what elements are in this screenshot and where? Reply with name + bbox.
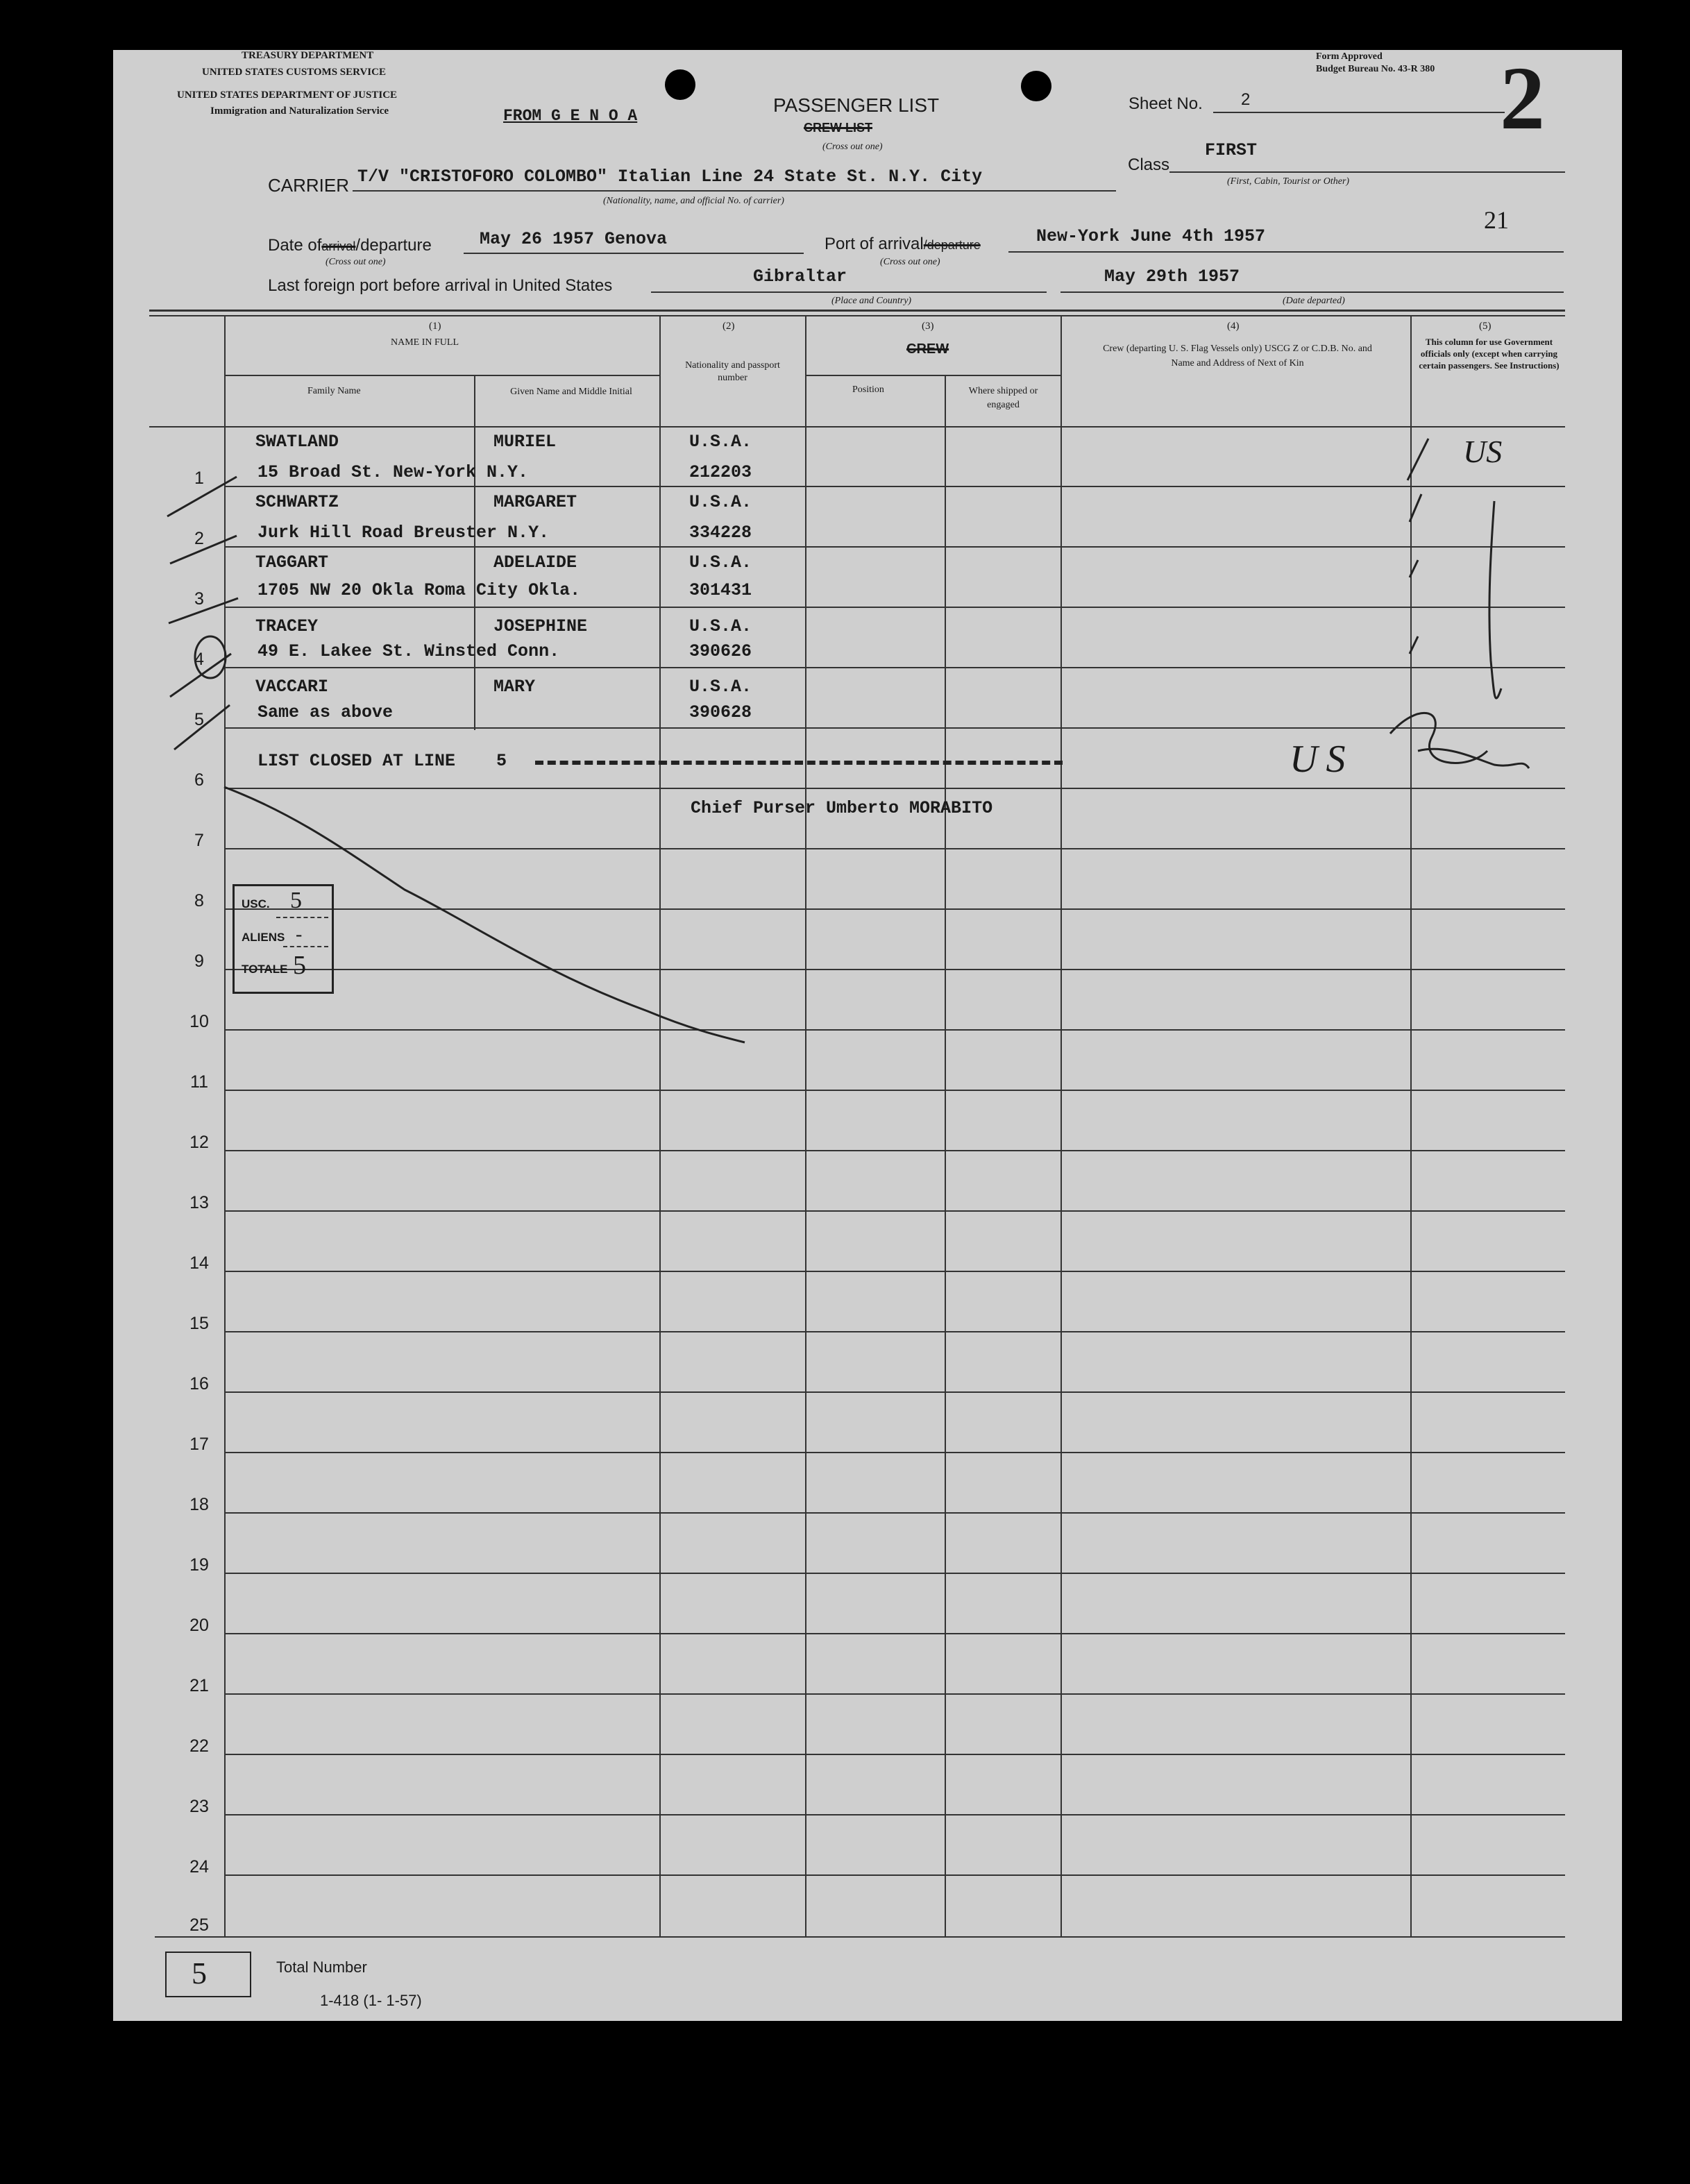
- class-caption: (First, Cabin, Tourist or Other): [1227, 176, 1350, 187]
- address: 1705 NW 20 Okla Roma City Okla.: [257, 580, 581, 600]
- passport-number: 212203: [689, 462, 752, 482]
- passport-number: 390628: [689, 702, 752, 722]
- family-name: TRACEY: [255, 616, 319, 636]
- family-name: SWATLAND: [255, 432, 339, 452]
- nationality: U.S.A.: [689, 677, 752, 697]
- line-number: 9: [194, 951, 204, 971]
- c3-where: Where shipped or engaged: [968, 386, 1038, 410]
- c2-title: Nationality and passport number: [685, 360, 780, 383]
- line-number: 20: [189, 1616, 209, 1635]
- nationality: U.S.A.: [689, 552, 752, 573]
- sheet-label: Sheet No.: [1129, 94, 1203, 113]
- last-port-caption: (Place and Country): [831, 296, 912, 306]
- c3-position: Position: [852, 384, 884, 395]
- date-label-pre: Date of: [268, 236, 322, 255]
- nationality: U.S.A.: [689, 616, 752, 636]
- line-number: 8: [194, 891, 204, 911]
- date-label-struck: arrival: [321, 239, 356, 253]
- form-code: 1-418 (1- 1-57): [320, 1992, 422, 2009]
- from-port: FROM G E N O A: [503, 107, 638, 125]
- last-port-value: Gibraltar: [753, 266, 847, 287]
- form-approved: Form Approved: [1316, 51, 1383, 62]
- passport-number: 334228: [689, 523, 752, 543]
- c1-num: (1): [429, 321, 441, 332]
- address: 15 Broad St. New-York N.Y.: [257, 462, 529, 482]
- line-number: 6: [194, 770, 204, 790]
- agency-line-2: UNITED STATES CUSTOMS SERVICE: [202, 67, 386, 78]
- port-cross-caption: (Cross out one): [880, 257, 940, 267]
- line-number: 3: [194, 589, 204, 609]
- nationality: U.S.A.: [689, 492, 752, 512]
- line-number: 22: [189, 1736, 209, 1756]
- c4-title: Crew (departing U. S. Flag Vessels only) USCG Z or C.D.B. No. and Name and Address of Next of Kin: [1103, 344, 1372, 369]
- address: Same as above: [257, 702, 394, 722]
- date-departed-value: May 29th 1957: [1104, 266, 1240, 287]
- date-value: May 26 1957 Genova: [480, 229, 668, 249]
- c4-num: (4): [1227, 321, 1240, 332]
- c3-num: (3): [922, 321, 934, 332]
- line-number: 19: [189, 1555, 209, 1575]
- passport-number: 301431: [689, 580, 752, 600]
- port-label-struck: /departure: [923, 238, 981, 252]
- form-sheet: [113, 50, 1622, 2021]
- c1-family: Family Name: [307, 386, 361, 396]
- line-number: 15: [189, 1314, 209, 1333]
- aliens-label: ALIENS: [242, 931, 285, 944]
- line-number: 10: [189, 1012, 209, 1031]
- handwritten-marks: [113, 50, 1622, 2021]
- c3-title: CREW: [906, 341, 949, 357]
- totale-label: TOTALE: [242, 963, 288, 976]
- line-number: 16: [189, 1374, 209, 1394]
- family-name: SCHWARTZ: [255, 492, 339, 512]
- list-title: PASSENGER LIST: [773, 94, 940, 116]
- last-port-label: Last foreign port before arrival in United States: [268, 276, 613, 295]
- passport-number: 390626: [689, 641, 752, 661]
- address: Jurk Hill Road Breuster N.Y.: [257, 523, 550, 543]
- line-number: 18: [189, 1495, 209, 1514]
- line-number: 14: [189, 1253, 209, 1273]
- agency-line-3: UNITED STATES DEPARTMENT OF JUSTICE: [177, 90, 398, 101]
- line-number: 12: [189, 1133, 209, 1152]
- c1-given: Given Name and Middle Initial: [510, 387, 632, 397]
- given-name: MARGARET: [493, 492, 577, 512]
- aliens-value: -: [296, 924, 303, 945]
- total-number-label: Total Number: [276, 1958, 367, 1976]
- line-number: 25: [189, 1915, 209, 1935]
- c5-num: (5): [1479, 321, 1492, 332]
- carrier-label: CARRIER: [268, 175, 350, 196]
- line-number: 23: [189, 1797, 209, 1816]
- carrier-value: T/V "CRISTOFORO COLOMBO" Italian Line 24 State St. N.Y. City: [357, 167, 983, 187]
- family-name: VACCARI: [255, 677, 329, 697]
- date-cross-caption: (Cross out one): [326, 257, 386, 267]
- handwritten-us-2: US: [1290, 738, 1354, 781]
- usc-value: 5: [290, 888, 302, 913]
- chief-purser: Chief Purser Umberto MORABITO: [691, 798, 993, 818]
- usc-label: USC.: [242, 897, 270, 911]
- c1-title: NAME IN FULL: [391, 337, 459, 348]
- page-number: 21: [1484, 206, 1509, 234]
- date-departed-caption: (Date departed): [1283, 296, 1345, 306]
- c2-num: (2): [723, 321, 735, 332]
- line-number: 5: [194, 710, 204, 729]
- given-name: JOSEPHINE: [493, 616, 588, 636]
- list-title-struck: CREW LIST: [804, 121, 872, 135]
- class-label: Class: [1128, 155, 1170, 174]
- budget-bureau: Budget Bureau No. 43-R 380: [1316, 64, 1435, 74]
- date-label-post: /departure: [355, 236, 432, 255]
- given-name: ADELAIDE: [493, 552, 577, 573]
- line-number: 2: [194, 529, 204, 548]
- sheet-number: 2: [1241, 90, 1251, 109]
- port-value: New-York June 4th 1957: [1036, 226, 1266, 246]
- list-closed-line: 5: [496, 751, 507, 771]
- line-number: 17: [189, 1434, 209, 1454]
- carrier-caption: (Nationality, name, and official No. of carrier): [603, 196, 784, 206]
- line-number: 21: [189, 1676, 209, 1695]
- nationality: U.S.A.: [689, 432, 752, 452]
- big-sheet-number: 2: [1500, 49, 1545, 149]
- line-number: 11: [190, 1072, 208, 1092]
- agency-line-4: Immigration and Naturalization Service: [210, 105, 389, 117]
- cross-out-caption: (Cross out one): [822, 142, 883, 152]
- line-number: 1: [194, 468, 204, 488]
- address: 49 E. Lakee St. Winsted Conn.: [257, 641, 560, 661]
- line-number: 4: [194, 650, 204, 669]
- class-value: FIRST: [1205, 140, 1258, 160]
- handwritten-us-1: US: [1463, 434, 1503, 469]
- given-name: MURIEL: [493, 432, 557, 452]
- total-box-value: 5: [192, 1956, 207, 1990]
- port-label-text: Port of arrival: [825, 235, 924, 253]
- line-number: 13: [189, 1193, 209, 1212]
- family-name: TAGGART: [255, 552, 329, 573]
- agency-line-1: TREASURY DEPARTMENT: [242, 50, 374, 61]
- line-number: 7: [194, 831, 204, 850]
- totale-value: 5: [293, 951, 306, 980]
- line-number: 24: [189, 1857, 209, 1877]
- given-name: MARY: [493, 677, 536, 697]
- c5-title: This column for use Government officials only (except when carrying certain passengers. See Instructions): [1419, 337, 1560, 371]
- list-closed-label: LIST CLOSED AT LINE: [257, 751, 456, 771]
- total-box: [165, 1952, 251, 1997]
